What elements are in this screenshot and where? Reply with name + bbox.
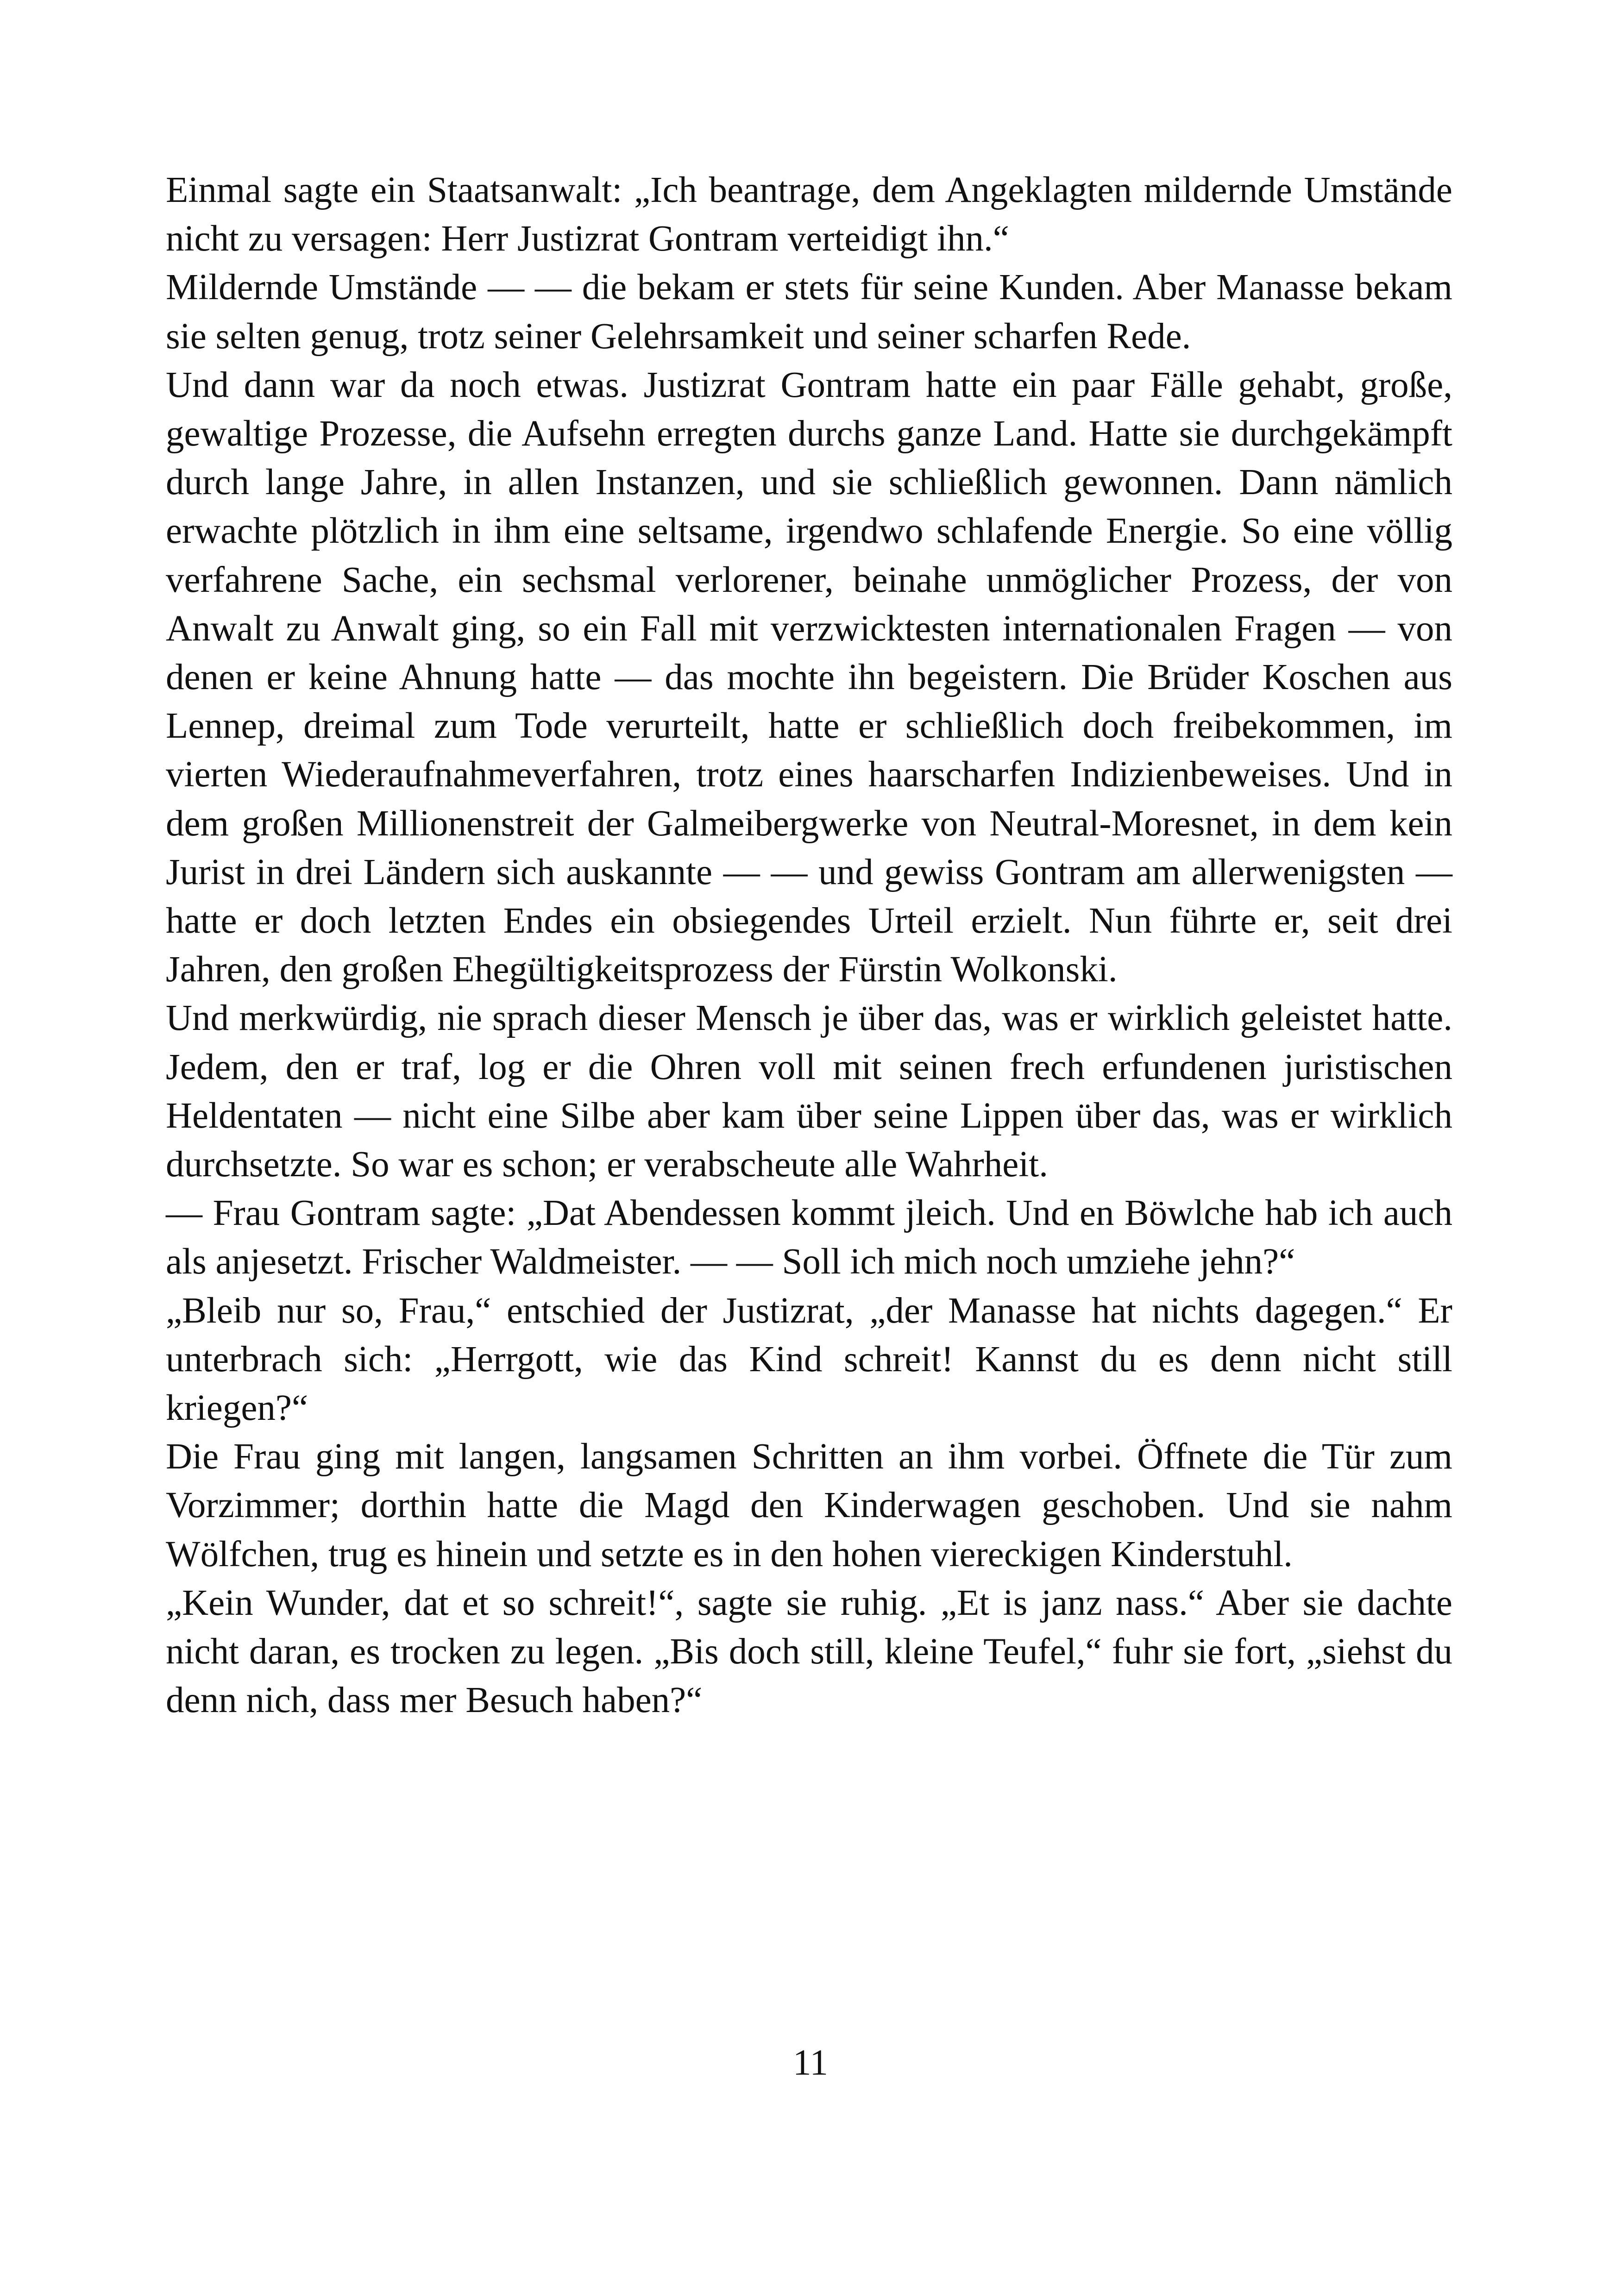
paragraph-8: „Kein Wunder, dat et so schreit!“, sagte sie ruhig. „Et is janz nass.“ Aber sie dachte nicht daran, es trocken zu legen. „Bis doch still, kleine Teufel,“ fuhr sie fort, „siehst du denn nich, dass mer Besuch haben?“ [166,1582,1452,1721]
paragraph-5: — Frau Gontram sagte: „Dat Abendessen kommt jleich. Und en Böwlche hab ich auch als anjesetzt. Frischer Waldmeister. — — Soll ich mich noch umziehe jehn?“ [166,1193,1452,1282]
paragraph-7: Die Frau ging mit langen, langsamen Schritten an ihm vorbei. Öffnete die Tür zum Vorzimmer; dorthin hatte die Magd den Kinderwagen geschoben. Und sie nahm Wölfchen, trug es hinein und setzte es in den hohen viereckigen Kinderstuhl. [166,1437,1452,1575]
paragraph-2: Mildernde Umstände — — die bekam er stets für seine Kunden. Aber Manasse bekam sie selten genug, trotz seiner Gelehrsamkeit und seiner scharfen Rede. [166,267,1452,357]
body-text [166,166,1452,1725]
page-number: 11 [792,2043,829,2083]
paragraph-6: „Bleib nur so, Frau,“ entschied der Justizrat, „der Manasse hat nichts dagegen.“ Er unterbrach sich: „Herrgott, wie das Kind schreit! Kannst du es denn nicht still kriegen?“ [166,1290,1452,1429]
paragraph-3: Und dann war da noch etwas. Justizrat Gontram hatte ein paar Fälle gehabt, große, gewaltige Prozesse, die Aufsehn erregten durchs ganze Land. Hatte sie durchgekämpft durch lange Jahre, in allen Instanzen, und sie schließlich gewonnen. Dann nämlich erwachte plötzlich in ihm eine seltsame, irgendwo schlafende Energie. So eine völlig verfahrene Sache, ein sechsmal verlorener, beinahe unmöglicher Prozess, der von Anwalt zu Anwalt ging, so ein Fall mit verzwicktesten internationalen Fragen — von denen er keine Ahnung hatte — das mochte ihn begeistern. Die Brüder Koschen aus Lennep, dreimal zum Tode verurteilt, hatte er schließlich doch freibekommen, im vierten Wiederaufnahmeverfahren, trotz eines haarscharfen Indizienbeweises. Und in dem großen Millionenstreit der Galmeibergwerke von Neutral-Moresnet, in dem kein Jurist in drei Ländern sich auskannte — — und gewiss Gontram am allerwenigsten — hatte er doch letzten Endes ein obsiegendes Urteil erzielt. Nun führte er, seit drei Jahren, den großen Ehegültigkeitsprozess der Fürstin Wolkonski. [166,364,1452,990]
paragraph-1: Einmal sagte ein Staatsanwalt: „Ich beantrage, dem Angeklagten mildernde Umstände nicht zu versagen: Herr Justizrat Gontram verteidigt ihn.“ [166,170,1452,259]
paragraph-4: Und merkwürdig, nie sprach dieser Mensch je über das, was er wirklich geleistet hatte. Jedem, den er traf, log er die Ohren voll mit seinen frech erfundenen juristischen Heldentaten — nicht eine Silbe aber kam über seine Lippen über das, was er wirklich durchsetzte. So war es schon; er verabscheute alle Wahrheit. [166,998,1452,1185]
